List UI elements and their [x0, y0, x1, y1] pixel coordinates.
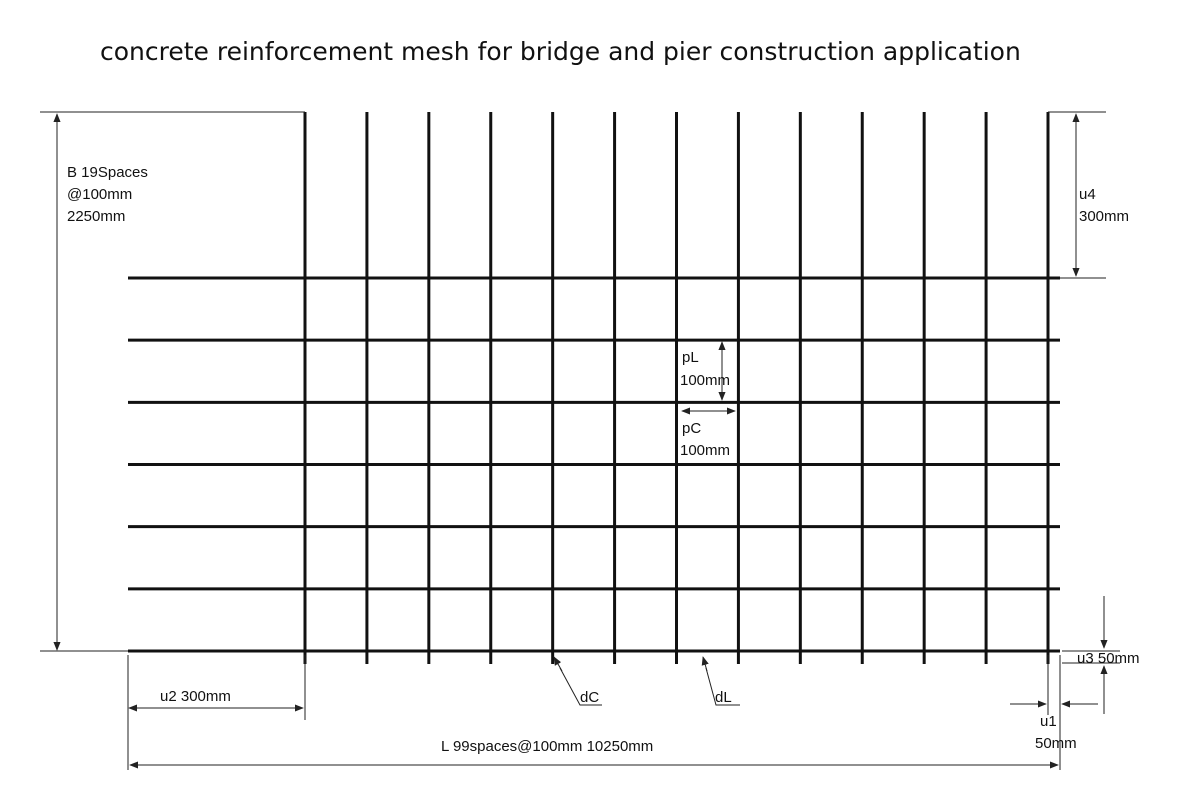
dim-u2-label: u2 300mm	[160, 688, 231, 705]
dim-u4-label-1: u4	[1079, 186, 1096, 203]
dl-label: dL	[715, 689, 732, 706]
dimension-u1	[1010, 655, 1098, 770]
leader-dl	[703, 657, 740, 706]
dim-u1-label-2: 50mm	[1035, 735, 1077, 752]
dim-pl-label-2: 100mm	[680, 372, 731, 389]
diagram-title: concrete reinforcement mesh for bridge and pier construction application	[100, 37, 1021, 66]
dimension-u3	[1062, 596, 1140, 714]
dimension-b	[40, 112, 305, 650]
dim-l-label: L 99spaces@100mm 10250mm	[441, 738, 654, 755]
dimension-l	[128, 655, 1058, 770]
longitudinal-bars	[128, 278, 1060, 651]
dim-b-label-2: @100mm	[67, 186, 133, 203]
dim-u4-label-2: 300mm	[1079, 208, 1130, 225]
dim-b-label-1: B 19Spaces	[67, 164, 148, 181]
dim-pl-label-1: pL	[682, 349, 699, 366]
dim-pc-label-1: pC	[682, 420, 702, 437]
leader-dc	[554, 657, 602, 706]
dc-label: dC	[580, 689, 600, 706]
cross-bars	[305, 112, 1048, 664]
dim-b-label-3: 2250mm	[67, 208, 126, 225]
dim-u1-label-1: u1	[1040, 713, 1057, 730]
dimension-u2	[129, 655, 305, 720]
dimension-pl-pc	[680, 342, 735, 459]
dimension-u4	[1048, 112, 1129, 278]
dim-pc-label-2: 100mm	[680, 442, 731, 459]
dim-u3-label: u3 50mm	[1077, 650, 1140, 667]
